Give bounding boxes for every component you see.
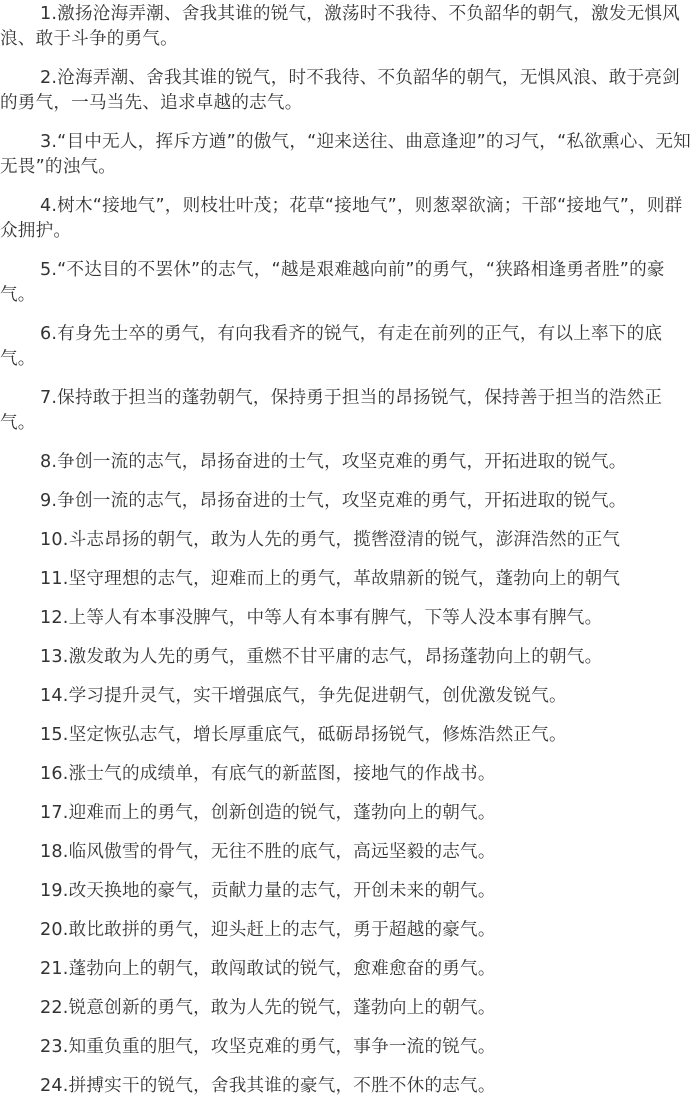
paragraph-item-11: 11.坚守理想的志气，迎难而上的勇气，革故鼎新的锐气，蓬勃向上的朝气	[40, 569, 621, 589]
paragraph-item-16: 16.涨士气的成绩单，有底气的新蓝图，接地气的作战书。	[40, 764, 496, 784]
paragraph-item-12: 12.上等人有本事没脾气，中等人有本事有脾气，下等人没本事有脾气。	[40, 608, 603, 628]
paragraph-item-8: 8.争创一流的志气，昂扬奋进的士气，攻坚克难的勇气，开拓进取的锐气。	[40, 452, 627, 472]
paragraph-item-3: 3.“目中无人，挥斥方遒”的傲气，“迎来送往、曲意逢迎”的习气，“私欲熏心、无知无畏”的浊气。	[0, 132, 691, 177]
paragraph-item-7: 7.保持敢于担当的蓬勃朝气，保持勇于担当的昂扬锐气，保持善于担当的浩然正气。	[0, 388, 663, 433]
paragraph-item-2: 2.沧海弄潮、舍我其谁的锐气，时不我待、不负韶华的朝气，无惧风浪、敢于亮剑的勇气，一马当先、追求卓越的志气。	[0, 68, 680, 113]
document-body	[0, 2, 693, 1099]
paragraph-item-21: 21.蓬勃向上的朝气，敢闯敢试的锐气，愈难愈奋的勇气。	[40, 959, 496, 979]
paragraph-item-18: 18.临风傲雪的骨气，无往不胜的底气，高远坚毅的志气。	[40, 842, 496, 862]
paragraph-item-19: 19.改天换地的豪气，贡献力量的志气，开创未来的朝气。	[40, 881, 496, 901]
paragraph-item-24: 24.拼搏实干的锐气，舍我其谁的豪气，不胜不休的志气。	[40, 1076, 496, 1096]
paragraph-item-17: 17.迎难而上的勇气，创新创造的锐气，蓬勃向上的朝气。	[40, 803, 496, 823]
paragraph-item-6: 6.有身先士卒的勇气，有向我看齐的锐气，有走在前列的正气，有以上率下的底气。	[0, 324, 663, 369]
paragraph-item-10: 10.斗志昂扬的朝气，敢为人先的勇气，揽辔澄清的锐气，澎湃浩然的正气	[40, 530, 621, 550]
paragraph-item-20: 20.敢比敢拼的勇气，迎头赶上的志气，勇于超越的豪气。	[40, 920, 496, 940]
paragraph-item-5: 5.“不达目的不罢休”的志气，“越是艰难越向前”的勇气，“狭路相逢勇者胜”的豪气。	[0, 260, 665, 305]
paragraph-item-9: 9.争创一流的志气，昂扬奋进的士气，攻坚克难的勇气，开拓进取的锐气。	[40, 491, 627, 511]
paragraph-item-14: 14.学习提升灵气，实干增强底气，争先促进朝气，创优激发锐气。	[40, 686, 567, 706]
paragraph-item-1: 1.激扬沧海弄潮、舍我其谁的锐气，激荡时不我待、不负韶华的朝气，激发无惧风浪、敢于斗争的勇气。	[0, 4, 680, 49]
paragraph-item-22: 22.锐意创新的勇气，敢为人先的锐气，蓬勃向上的朝气。	[40, 998, 496, 1018]
paragraph-item-15: 15.坚定恢弘志气，增长厚重底气，砥砺昂扬锐气，修炼浩然正气。	[40, 725, 567, 745]
paragraph-item-4: 4.树木“接地气”，则枝壮叶茂；花草“接地气”，则葱翠欲滴；干部“接地气”，则群众拥护。	[0, 196, 683, 241]
paragraph-item-23: 23.知重负重的胆气，攻坚克难的勇气，事争一流的锐气。	[40, 1037, 496, 1057]
paragraph-item-13: 13.激发敢为人先的勇气，重燃不甘平庸的志气，昂扬蓬勃向上的朝气。	[40, 647, 603, 667]
